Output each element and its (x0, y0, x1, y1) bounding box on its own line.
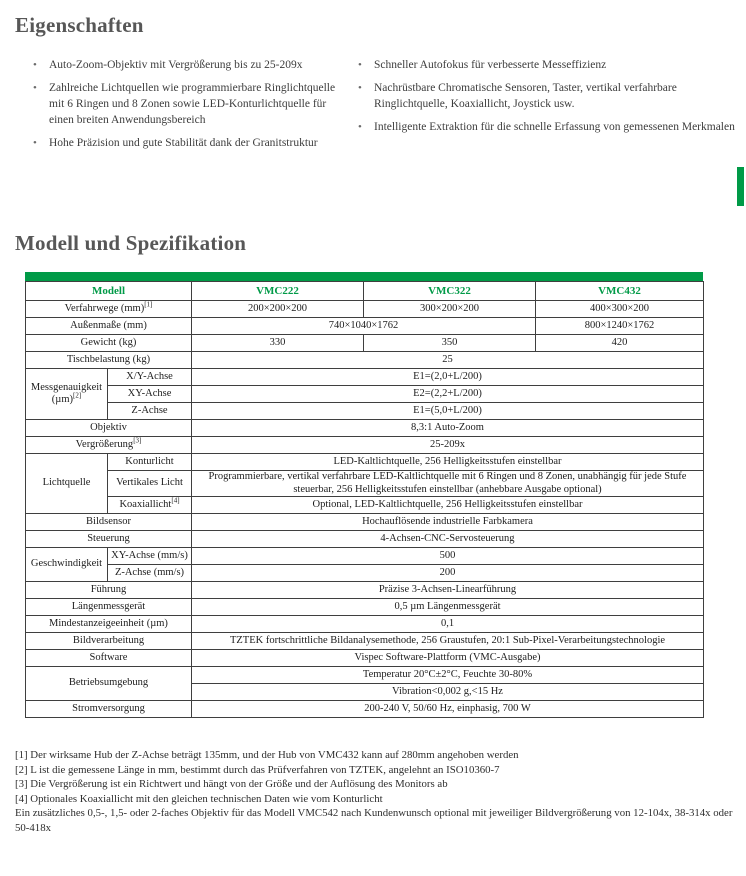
row-geschwindigkeit-1 (26, 548, 704, 565)
label-bildverarbeitung: Bildverarbeitung (26, 633, 192, 650)
label-lichtquelle: Lichtquelle (26, 454, 108, 514)
spec-cell: 800×1240×1762 (536, 318, 704, 335)
spec-cell: 400×300×200 (536, 301, 704, 318)
spec-cell: 200×200×200 (192, 301, 364, 318)
spec-cell: Programmierbare, vertikal verfahrbare LED-Kaltlichtquelle mit 6 Ringen und 8 Zonen, unabhängig für jede Stufe steuerbar, 256 Helligkeitsstufen einstellbar (anhebbare Ausgabe optional) (192, 471, 704, 497)
feature-item: • Schneller Autofokus für verbesserte Messeffizienz (374, 57, 740, 73)
spec-cell: 4-Achsen-CNC-Servosteuerung (192, 531, 704, 548)
spec-cell: 8,3:1 Auto-Zoom (192, 420, 704, 437)
label-tischbelastung: Tischbelastung (kg) (26, 352, 192, 369)
header-modell: Modell (26, 282, 192, 301)
label-aussenmasse: Außenmaße (mm) (26, 318, 192, 335)
footnote-3: [3] Die Vergrößerung ist ein Richtwert und hängt von der Größe und der Auflösung des Monitors ab (15, 778, 448, 790)
sublabel: Z-Achse (mm/s) (108, 565, 192, 582)
row-objektiv (26, 420, 704, 437)
label-verfahrwege (26, 301, 192, 318)
row-laengenmessgeraet (26, 599, 704, 616)
spec-cell: E1=(2,0+L/200) (192, 369, 704, 386)
feature-item: • Hohe Präzision und gute Stabilität dank der Granitstruktur (49, 135, 353, 151)
spec-cell: 200-240 V, 50/60 Hz, einphasig, 700 W (192, 701, 704, 718)
row-bildsensor (26, 514, 704, 531)
row-messgenauigkeit-2 (26, 386, 704, 403)
feature-item: • Nachrüstbare Chromatische Sensoren, Taster, vertikal verfahrbare Ringlichtquelle, Koaxiallicht, Joystick usw. (374, 80, 740, 112)
row-tischbelastung (26, 352, 704, 369)
spec-cell: 25-209x (192, 437, 704, 454)
spec-cell: Präzise 3-Achsen-Linearführung (192, 582, 704, 599)
label-fuehrung: Führung (26, 582, 192, 599)
header-vmc432: VMC432 (536, 282, 704, 301)
spec-cell: Vibration<0,002 g,<15 Hz (192, 684, 704, 701)
features-right-column (352, 57, 740, 135)
row-software (26, 650, 704, 667)
spec-cell: E1=(5,0+L/200) (192, 403, 704, 420)
label-gewicht: Gewicht (kg) (26, 335, 192, 352)
sublabel: X/Y-Achse (108, 369, 192, 386)
spec-cell: 0,1 (192, 616, 704, 633)
spec-cell: Temperatur 20°C±2°C, Feuchte 30-80% (192, 667, 704, 684)
spec-cell: 25 (192, 352, 704, 369)
sublabel: Z-Achse (108, 403, 192, 420)
label-mindestanzeige: Mindestanzeigeeinheit (µm) (26, 616, 192, 633)
row-gewicht (26, 335, 704, 352)
footnote-ref: [4] (171, 496, 180, 505)
label-objektiv: Objektiv (26, 420, 192, 437)
features-left-column (15, 57, 353, 151)
label-vergroesserung (26, 437, 192, 454)
label-laengenmessgeraet: Längenmessgerät (26, 599, 192, 616)
footnote-ref: [3] (133, 436, 142, 445)
sublabel (108, 497, 192, 514)
row-lichtquelle-3 (26, 497, 704, 514)
footnotes-block (15, 748, 742, 835)
sublabel-text: Koaxiallicht (119, 498, 172, 510)
green-accent-bar (737, 167, 744, 206)
label-geschwindigkeit: Geschwindigkeit (26, 548, 108, 582)
footnote-1: [1] Der wirksame Hub der Z-Achse beträgt 135mm, und der Hub von VMC432 kann auf 280mm angehoben werden (15, 749, 519, 761)
spec-cell: 330 (192, 335, 364, 352)
label-software: Software (26, 650, 192, 667)
row-steuerung (26, 531, 704, 548)
row-lichtquelle-1 (26, 454, 704, 471)
spec-cell: 500 (192, 548, 704, 565)
footnote-ref: [1] (144, 300, 153, 309)
table-header-row (26, 282, 704, 301)
feature-item: • Intelligente Extraktion für die schnelle Erfassung von gemessenen Merkmalen (374, 119, 740, 135)
sublabel: XY-Achse (108, 386, 192, 403)
spec-cell: 200 (192, 565, 704, 582)
row-aussenmasse (26, 318, 704, 335)
row-lichtquelle-2 (26, 471, 704, 497)
label-bildsensor: Bildsensor (26, 514, 192, 531)
footnote-extra: Ein zusätzliches 0,5-, 1,5- oder 2-faches Objektiv für das Modell VMC542 nach Kundenwunsch optional mit jeweiliger Bildvergrößerung von 12-104x, 38-314x oder 50-418x (15, 807, 733, 834)
row-messgenauigkeit-3 (26, 403, 704, 420)
spec-table-container (25, 272, 703, 718)
sublabel: Konturlicht (108, 454, 192, 471)
footnote-ref: [2] (73, 391, 82, 400)
row-mindestanzeige (26, 616, 704, 633)
feature-item: • Auto-Zoom-Objektiv mit Vergrößerung bis zu 25-209x (49, 57, 353, 73)
spec-cell: Vispec Software-Plattform (VMC-Ausgabe) (192, 650, 704, 667)
label-text: Vergrößerung (75, 438, 134, 450)
label-stromversorgung: Stromversorgung (26, 701, 192, 718)
spec-cell: E2=(2,2+L/200) (192, 386, 704, 403)
spec-cell: Optional, LED-Kaltlichtquelle, 256 Helligkeitsstufen einstellbar (192, 497, 704, 514)
row-messgenauigkeit-1 (26, 369, 704, 386)
spec-cell: 300×200×200 (364, 301, 536, 318)
features-left-list (15, 57, 353, 151)
spec-cell: 420 (536, 335, 704, 352)
label-messgenauigkeit (26, 369, 108, 420)
label-text: Verfahrwege (mm) (64, 302, 145, 314)
spec-cell: 740×1040×1762 (192, 318, 536, 335)
label-steuerung: Steuerung (26, 531, 192, 548)
spec-table (25, 281, 704, 718)
row-fuehrung (26, 582, 704, 599)
row-vergroesserung (26, 437, 704, 454)
spec-cell: LED-Kaltlichtquelle, 256 Helligkeitsstufen einstellbar (192, 454, 704, 471)
row-verfahrwege (26, 301, 704, 318)
header-vmc222: VMC222 (192, 282, 364, 301)
row-geschwindigkeit-2 (26, 565, 704, 582)
row-stromversorgung (26, 701, 704, 718)
sublabel: Vertikales Licht (108, 471, 192, 497)
footnote-4: [4] Optionales Koaxiallicht mit den gleichen technischen Daten wie vom Konturlicht (15, 792, 383, 805)
feature-item: • Zahlreiche Lichtquellen wie programmierbare Ringlichtquelle mit 6 Ringen und 8 Zonen sowie LED-Konturlichtquelle für einen breiten Anwendungsbereich (49, 80, 353, 128)
spec-cell: 0,5 µm Längenmessgerät (192, 599, 704, 616)
row-betriebsumgebung-1 (26, 667, 704, 684)
spec-cell: Hochauflösende industrielle Farbkamera (192, 514, 704, 531)
sublabel: XY-Achse (mm/s) (108, 548, 192, 565)
row-bildverarbeitung (26, 633, 704, 650)
table-top-green-bar (25, 272, 703, 281)
header-vmc322: VMC322 (364, 282, 536, 301)
footnote-2: [2] L ist die gemessene Länge in mm, bestimmt durch das Prüfverfahren von TZTEK, angelehnt an ISO10360-7 (15, 763, 500, 776)
spec-cell: 350 (364, 335, 536, 352)
features-right-list (352, 57, 740, 135)
label-betriebsumgebung: Betriebsumgebung (26, 667, 192, 701)
label-text: Messgenauigkeit (µm) (30, 381, 103, 405)
features-section-title: Eigenschaften (15, 13, 144, 37)
spec-cell: TZTEK fortschrittliche Bildanalysemethode, 256 Graustufen, 20:1 Sub-Pixel-Verarbeitungstechnologie (192, 633, 704, 650)
spec-section-title: Modell und Spezifikation (15, 231, 247, 255)
